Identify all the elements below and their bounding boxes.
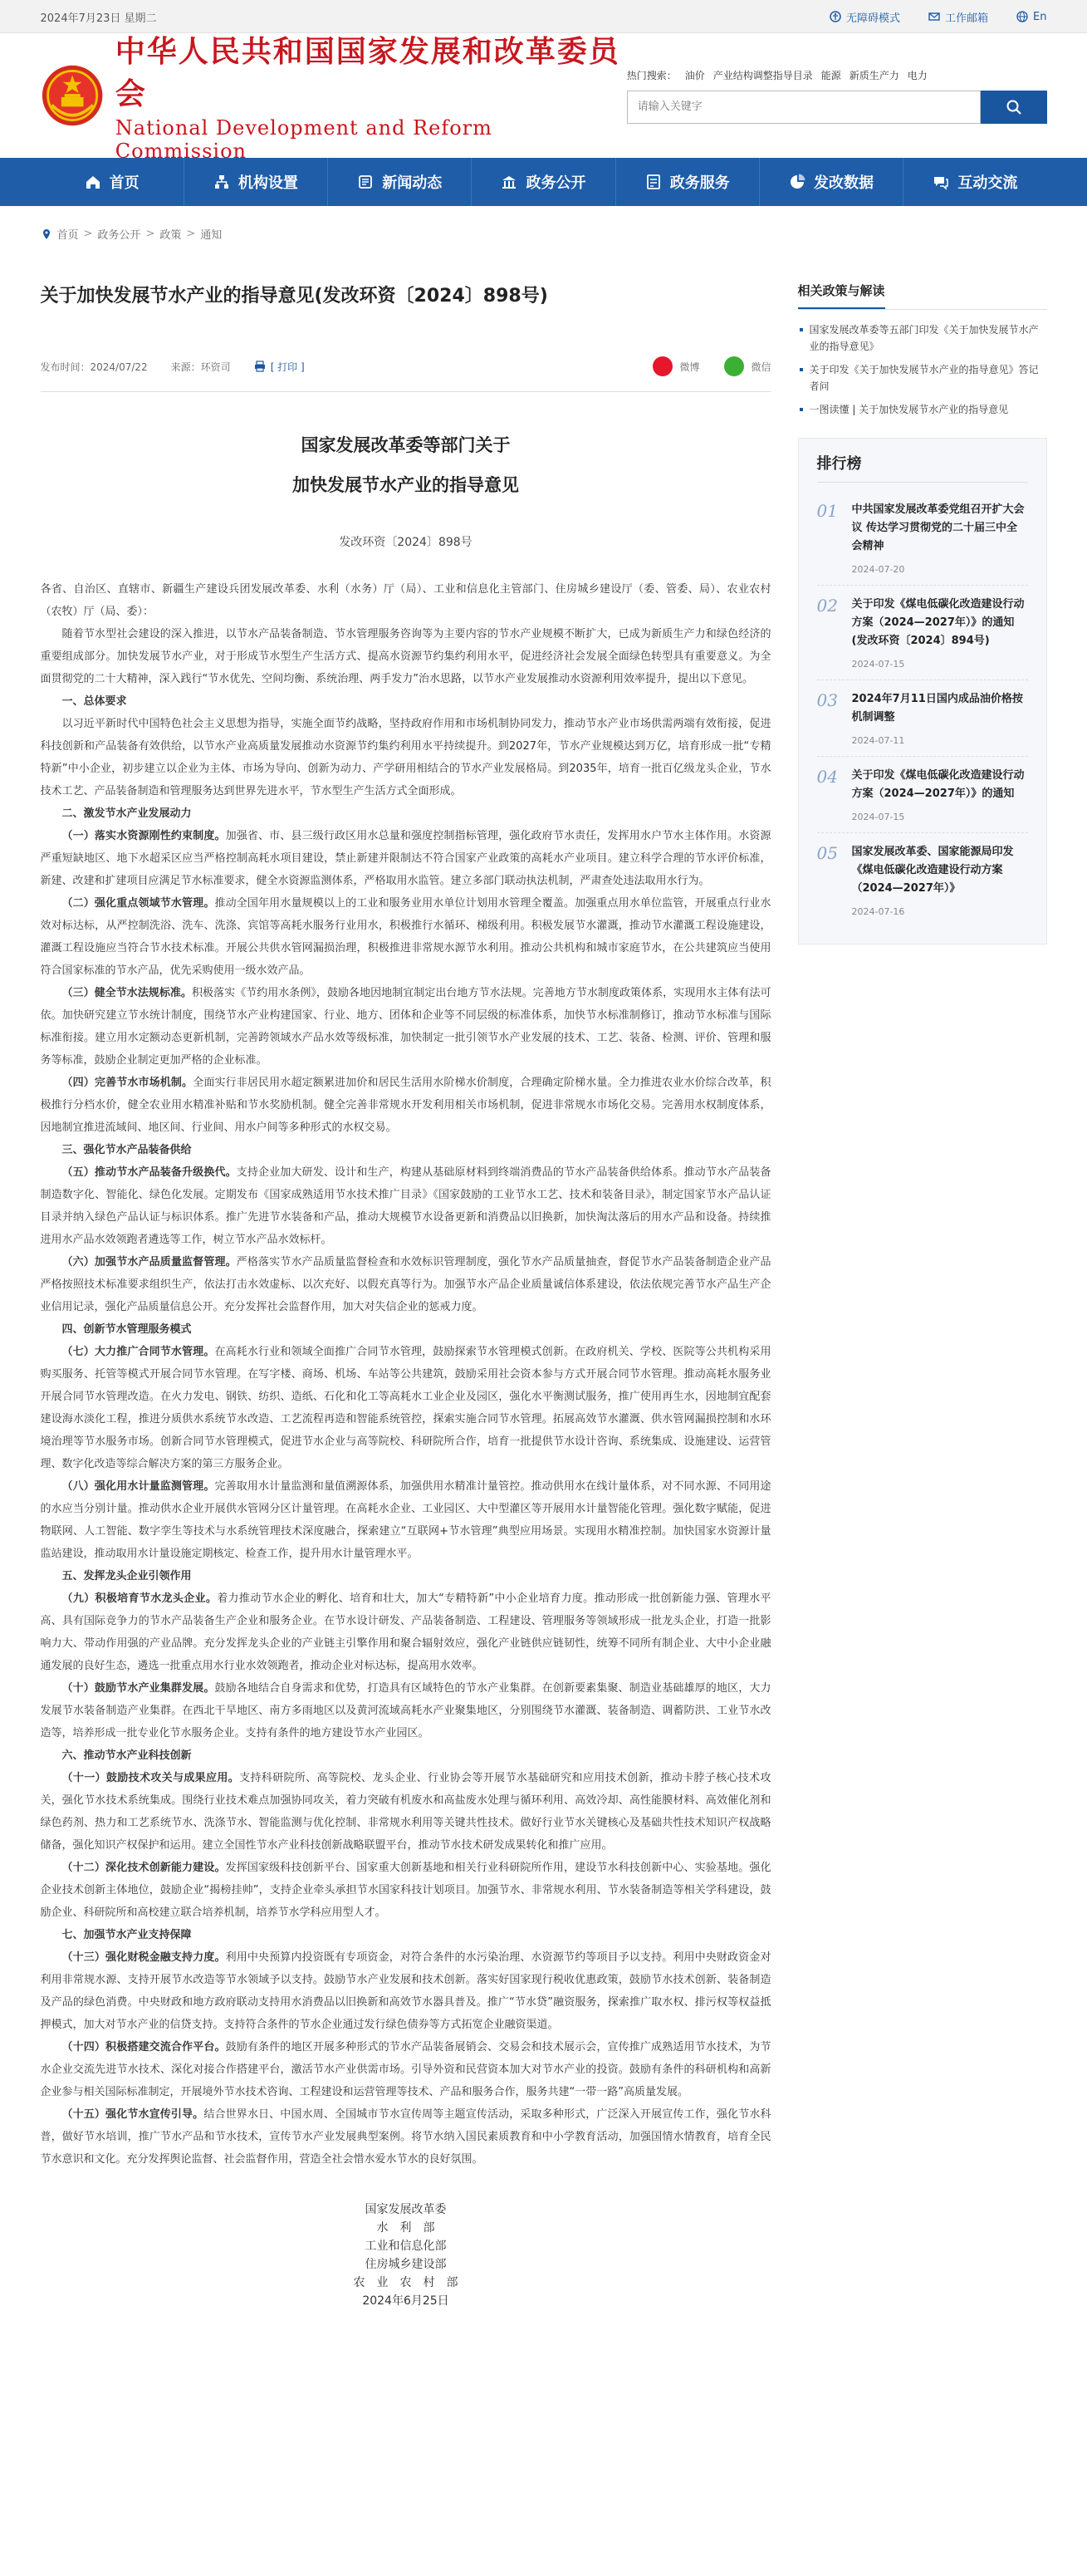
ranking-item[interactable] [817,833,1028,927]
section-heading: 四、创新节水管理服务模式 [61,1323,192,1336]
article-title: 关于加快发展节水产业的指导意见(发改环资〔2024〕898号) [40,286,548,307]
search-button[interactable] [981,91,1047,124]
section-heading: 六、推动节水产业科技创新 [61,1749,192,1762]
search-area [627,68,1047,124]
body-paragraph [41,1587,771,1677]
share-bar [653,356,771,376]
related-item[interactable]: 一图读懂 | 关于加快发展节水产业的指导意见 [798,401,1047,418]
section-heading: 七、加强节水产业支持保障 [61,1929,192,1941]
ranking-item[interactable] [817,680,1028,757]
related-item[interactable]: 关于印发《关于加快发展节水产业的指导意见》答记者问 [798,361,1047,395]
salutation: 各省、自治区、直辖市、新疆生产建设兵团发展改革委、水利（水务）厅（局）、工业和信息化主管部门、住房城乡建设厅（委、管委、局）、农业农村（农牧）厅（局、委）： [40,583,771,618]
paragraph-lead: （四）完善节水市场机制。 [61,1077,193,1089]
nav-services[interactable]: 政务服务 [616,158,760,206]
paragraph-text: 着力推动节水企业的孵化、培育和壮大，加大“专精特新”中小企业培育力度。推动形成一批创新能力强、管理水平高、具有国际竞争力的节水产品装备生产企业和服务企业。在节水设计研发、产品装备制造、工程建设、管理服务等领域形成一批龙头企业，打造一批影响力大、带动作用强的产业品牌。充分发挥龙头企业的产业链主引擎作用和聚合辐射效应，强化产业链供应链韧性，统筹不同所有制企业、大中小企业融通发展的良好生态，遴选一批重点用水行业水效领跑者，推动企业对标达标，提高用水效率。 [40,1592,771,1672]
paragraph-text: 鼓励有条件的地区开展多种形式的节水产品装备展销会、交易会和技术展示会，宣传推广成熟适用节水技术，为节水企业交流先进节水技术、深化对接合作搭建平台，激活节水产业供需市场。引导外资和民营资本加大对节水产业的投资。鼓励有条件的科研机构和高新企业参与相关国际标准制定，开展境外节水技术咨询、工程建设和运营管理等技术、产品和服务合作，服务共建“一带一路”高质量发展。 [40,2041,771,2098]
body-paragraph [41,2103,771,2171]
breadcrumb-separator: > [145,228,155,240]
site-name-cn: 中华人民共和国国家发展和改革委员会 [115,34,620,111]
home-icon [85,174,101,190]
printer-icon [254,361,266,372]
rank-date: 2024-07-11 [851,735,905,746]
paragraph-lead: （十五）强化节水宣传引导。 [61,2108,204,2121]
document-heading-line: 国家发展改革委等部门关于 [301,435,511,455]
rank-number: 04 [816,767,838,787]
paragraph-lead: （七）大力推广合同节水管理。 [61,1346,215,1358]
paragraph-lead: （二）强化重点领域节水管理。 [61,897,215,910]
signature-block [41,2201,771,2310]
paragraph-text: 积极落实《节约用水条例》，鼓励各地因地制宜制定出台地方节水法规。完善地方节水制度政策体系，实现用水主体有法可依。加快研究建立节水统计制度，围绕节水产业构建国家、行业、地方、团体和企业等不同层级的标准体系，加快节水标准制修订，推动节水标准与国际标准衔接。建立用水定额动态更新机制，完善跨领域水产品水效等级标准，加快制定一批引领节水产业发展的技术、工艺、装备、检测、评价、管理和服务等标准，鼓励企业制定更加严格的企业标准。 [40,987,771,1067]
article-body [41,578,771,2171]
signatory: 住房城乡建设部 [365,2258,447,2271]
paragraph-lead: （一）落实水资源刚性约束制度。 [61,830,226,842]
paragraph-text: 推动全国年用水量规模以上的工业和服务业用水单位计划用水管理全覆盖。加强重点用水单位监管，开展重点行业水效对标达标，从严控制洗浴、洗车、洗涤、宾馆等高耗水服务行业用水，积极推行水循环、梯级利用。积极发展节水灌溉，推动节水灌溉工程设施建设，灌溉工程设施应当符合节水技术标准。开展公共供水管网漏损治理，积极推进非常规水源节水利用。推动公共机构和城市家庭节水，在公共建筑应当使用符合国家标准的节水产品，优先采购使用一级水效产品。 [40,897,771,977]
body-paragraph [41,1475,771,1565]
article-meta [41,356,771,392]
rank-number: 02 [816,596,838,616]
paragraph-text: 利用中央预算内投资既有专项资金，对符合条件的水污染治理、水资源节约等项目予以支持。利用中央财政资金对利用非常规水源、支持开展节水改造等节水领域予以支持。鼓励节水产业发展和技术创新。落实好国家现行税收优惠政策，鼓励节水技术创新、装备制造及产品的绿色消费。中央财政和地方政府联动支持用水消费品以旧换新和高效节水器具普及。推广“节水贷”融资服务，探索推广取水权、排污权等权益抵押模式，加大对节水产业的信贷支持。支持符合条件的节水企业通过发行绿色债券等方式拓宽企业融资渠道。 [40,1951,771,2031]
paragraph-text: 全面实行非居民用水超定额累进加价和居民生活用水阶梯水价制度，合理确定阶梯水量。全力推进农业水价综合改革，积极推行分档水价，健全农业用水精准补贴和节水奖励机制。健全完善非常规水开发利用相关市场机制，促进非常规水市场化交易。完善用水权制度体系，因地制宜推进流域间、地区间、行业间、用水户间等多种形式的水权交易。 [40,1077,771,1134]
content-area [41,282,1047,2310]
paragraph-text: 结合世界水日、中国水周、全国城市节水宣传周等主题宣传活动，采取多种形式，广泛深入开展宣传工作，强化节水科普，做好节水培训，推广节水产品和节水技术，宣传节水产业发展典型案例。将节水纳入国民素质教育和中小学教育活动，加强国情水情教育，培育全民节水意识和文化。充分发挥舆论监督、社会监督作用，营造全社会惜水爱水节水的良好氛围。 [40,2108,771,2166]
paragraph-lead: （八）强化用水计量监测管理。 [61,1480,215,1493]
body-paragraph [41,1857,771,1924]
paragraph-text: 以习近平新时代中国特色社会主义思想为指导，实施全面节约战略，坚持政府作用和市场机制协同发力，推动节水产业市场供需两端有效衔接，促进科技创新和产品装备有效供给，以节水产业高质量发展推动水资源节约集约利用水平持续提升。到2027年，节水产业规模达到万亿，培育形成一批“专精特新”中小企业，初步建立以企业为主体、市场为导向、创新为动力、产学研用相结合的节水产业发展格局。到2035年，培育一批百亿级龙头企业，节水技术工艺、产品装备制造和管理服务达到世界先进水平，节水型生产生活方式全面形成。 [40,718,771,797]
nav-interaction[interactable]: 互动交流 [903,158,1046,206]
rank-date: 2024-07-16 [851,906,905,917]
paragraph-lead: （十二）深化技术创新能力建设。 [61,1862,226,1874]
share-weibo[interactable]: 微博 [653,356,699,376]
related-title: 相关政策与解读 [798,282,885,309]
paragraph-text: 严格落实节水产品质量监督检查和水效标识管理制度，强化节水产品质量抽查，督促节水产品装备制造企业产品严格按照技术标准要求组织生产，依法打击水效虚标、以次充好、以假充真等行为。加强节水产品企业质量诚信体系建设，依法依规完善节水产品生产企业信用记录，强化产品质量信息公开。充分发挥社会监督作用，加大对失信企业的惩戒力度。 [40,1256,771,1313]
paragraph-text: 随着节水型社会建设的深入推进，以节水产品装备制造、节水管理服务咨询等为主要内容的节水产业规模不断扩大，已成为新质生产力和绿色经济的重要组成部分。加快发展节水产业，对于形成节水型生产生活方式、提高水资源节约集约利用水平，促进经济社会发展全面绿色转型具有重要意义。为全面贯彻党的二十大精神，深入践行“节水优先、空间均衡、系统治理、两手发力”治水思路，以节水产业发展推动水资源利用效率提升，提出以下意见。 [40,628,771,685]
paragraph-lead: （十）鼓励节水产业集群发展。 [61,1682,215,1695]
nav-news[interactable]: 新闻动态 [328,158,472,206]
article [41,282,771,2310]
search-icon [1006,99,1022,115]
signatory: 水 利 部 [376,2221,435,2235]
ranking-item[interactable] [817,757,1028,833]
signatory: 工业和信息化部 [365,2240,447,2253]
paragraph-text: 支持企业加大研发、设计和生产，构建从基础原材料到终端消费品的节水产品装备供给体系。推动节水产品装备制造数字化、智能化、绿色化发展。定期发布《国家成熟适用节水技术推广目录》《国家鼓励的工业节水工艺、技术和装备目录》，制定国家节水产品认证目录并纳入绿色产品认证与标识体系。推广先进节水装备和产品，推动大规模节水设备更新和消费品以旧换新，加快淘汰落后的用水产品和设备。持续推进用水产品水效领跑者遴选等工作，树立节水产品水效标杆。 [40,1166,771,1246]
search-box [627,91,1047,124]
hot-search-label: 热门搜索： [626,69,677,81]
body-paragraph [41,1072,771,1139]
site-name-en: National Development and Reform Commission [115,116,492,163]
breadcrumb-separator: > [83,228,93,240]
breadcrumb-home[interactable]: 首页 [56,229,79,242]
rank-date: 2024-07-20 [851,564,905,575]
paragraph-lead: （九）积极培育节水龙头企业。 [61,1592,218,1605]
paragraph-text: 发挥国家级科技创新平台、国家重大创新基地和相关行业科研院所作用，建设节水科技创新中心、实验基地。强化企业技术创新主体地位，鼓励企业“揭榜挂帅”，支持企业牵头承担节水国家科技计划项目。加强节水、非常规水利用、节水装备制造等相关学科建设，鼓励企业、科研院所和高校建立联合培养机制，培养节水学科应用型人才。 [40,1862,771,1919]
breadcrumb-policy[interactable]: 政策 [159,229,182,242]
rank-date: 2024-07-15 [851,659,905,670]
breadcrumb [41,206,1047,242]
signatory: 农 业 农 村 部 [353,2276,458,2289]
mail-icon [928,11,940,22]
body-paragraph [41,825,771,892]
body-paragraph [41,1161,771,1251]
paragraph-lead: （六）加强节水产品质量监督管理。 [61,1256,237,1268]
hot-word[interactable]: 新质生产力 [849,69,899,81]
paragraph-text: 完善取用水计量监测和量值溯源体系，加强供用水精准计量管控。推动供用水在线计量体系，对不同水源、不同用途的水应当分别计量。推动供水企业开展供水管网分区计量管理。在高耗水企业、工业园区、大中型灌区等开展用水计量智能化管理。强化数字赋能，促进物联网、人工智能、数字孪生等技术与水系统管理技术深度融合，探索建立“互联网+节水管理”典型应用场景。实现用水精准控制。加快国家水资源计量监站建设，推动取用水计量设施定期核定、检查工作，提升用水计量管理水平。 [40,1480,771,1560]
section-heading: 二、激发节水产业发展动力 [61,807,192,820]
ranking-title: 排行榜 [817,452,1028,483]
section-heading: 三、强化节水产品装备供给 [61,1144,192,1156]
rank-title: 国家发展改革委、国家能源局印发《煤电低碳化改造建设行动方案（2024—2027年）》 [851,846,1014,895]
section-heading: 一、总体要求 [61,695,127,708]
paragraph-text: 在高耗水行业和领域全面推广合同节水管理，鼓励探索节水管理模式创新。在政府机关、学校、医院等公共机构采用购买服务、托管等模式开展合同节水管理。在写字楼、商场、机场、车站等公共建筑，鼓励采用社会资本参与方式开展合同节水管理。推动高耗水服务业开展合同节水管理改造。在火力发电、钢铁、纺织、造纸、石化和化工等高耗水工业企业及园区，强化水平衡测试服务，推广使用再生水，因地制宜配套建设海水淡化工程，推进分质供水系统节水改造、工艺流程再造和智能系统管控，探索实施合同节水管理。拓展高效节水灌溉、供水管网漏损控制和水环境治理等节水服务市场。创新合同节水管理模式，促进节水企业与高等院校、科研院所合作，培育一批提供节水设计咨询、系统集成、设施建设、运营管理、数字化改造等综合解决方案的第三方服务企业。 [40,1346,771,1470]
section-heading: 五、发挥龙头企业引领作用 [61,1570,192,1582]
sign-date: 2024年6月25日 [362,2294,449,2308]
current-date: 2024年7月23日 星期二 [40,12,157,25]
body-paragraph [41,982,771,1072]
top-links [830,9,1046,25]
body-paragraph [41,713,771,802]
body-paragraph [41,1341,771,1475]
news-icon [357,174,374,190]
breadcrumb-government[interactable]: 政务公开 [97,229,141,242]
ranking-item[interactable] [817,586,1028,680]
rank-date: 2024-07-15 [851,812,905,822]
services-icon [645,174,662,190]
main-nav [0,158,1087,206]
body-paragraph [41,1946,771,2036]
rank-title: 2024年7月11日国内成品油价格按机制调整 [851,693,1023,724]
chat-icon [933,174,949,190]
rank-number: 05 [816,843,838,863]
share-wechat[interactable]: 微信 [724,356,771,376]
paragraph-text: 加强省、市、县三级行政区用水总量和强度控制指标管理，强化政府节水责任，发挥用水户节水主体作用。水资源严重短缺地区、地下水超采区应当严格控制高耗水项目建设，禁止新建并限制达不符合国家产业政策的高耗水产业项目。建立科学合理的节水评价标准，新建、改建和扩建项目应满足节水标准要求，健全水资源监测体系，严格取用水监管。建立多部门联动执法机制，严肃查处违法取用水行为。 [40,830,771,887]
accessibility-link[interactable]: 无障碍模式 [830,9,900,25]
location-icon [41,228,52,240]
related-section [798,282,1047,310]
related-list [798,321,1047,418]
hot-word[interactable]: 能源 [820,69,841,81]
signatory: 国家发展改革委 [365,2203,447,2216]
paragraph-lead: （五）推动节水产品装备升级换代。 [61,1166,237,1179]
ranking-panel [798,438,1047,945]
site-logo[interactable] [41,28,627,163]
hot-word[interactable]: 产业结构调整指导目录 [712,69,813,81]
hot-search [627,68,1047,82]
paragraph-lead: （十一）鼓励技术攻关与成果应用。 [61,1772,240,1784]
document-heading-line: 加快发展节水产业的指导意见 [292,475,519,495]
sidebar [798,282,1047,2310]
data-icon [789,174,805,190]
organization-icon [213,174,230,190]
english-link[interactable]: En [1016,9,1046,25]
hot-word[interactable]: 电力 [907,69,928,81]
body-paragraph [41,892,771,982]
search-input[interactable] [627,91,981,124]
nav-home[interactable]: 首页 [41,158,184,206]
document-heading [41,425,771,505]
site-header [0,33,1087,163]
rank-title: 关于印发《煤电低碳化改造建设行动方案（2024—2027年）》的通知(发改环资〔2024〕894号) [851,598,1025,647]
body-paragraph [41,1677,771,1744]
paragraph-text: 支持科研院所、高等院校、龙头企业、行业协会等开展节水基础研究和应用技术创新，推动卡脖子核心技术攻关，强化节水技术系统集成。围绕行业技术难点加强协同攻关，着力突破有机废水和高盐废水处理与循环利用、高效冷却、高性能膜材料、高效催化剂和绿色药剂、热力和工艺系统节水、洗涤节水、智能监测与优化控制、非常规水利用等关键共性技术。做好行业节水关键核心及基础共性技术知识产权战略储备，强化知识产权保护和运用。建立全国性节水产业科技创新战略联盟平台，推动节水技术研发成果转化和推广应用。 [40,1772,771,1852]
nav-government-affairs[interactable]: 政务公开 [472,158,615,206]
publish-time: 发布时间：2024/07/22 [40,361,148,373]
government-icon [501,174,517,190]
accessibility-icon [830,11,841,22]
related-item[interactable]: 国家发展改革委等五部门印发《关于加快发展节水产业的指导意见》 [798,321,1047,355]
globe-icon [1016,11,1028,22]
paragraph-lead: （十四）积极搭建交流合作平台。 [61,2041,226,2053]
body-paragraph [41,1767,771,1857]
weibo-icon [653,356,673,376]
rank-number: 01 [816,501,838,521]
ranking-item[interactable] [817,491,1028,586]
page-bottom-spacer [0,2310,1087,2360]
breadcrumb-separator: > [186,228,196,240]
paragraph-lead: （十三）强化财税金融支持力度。 [61,1951,226,1964]
rank-title: 关于印发《煤电低碳化改造建设行动方案（2024—2027年）》的通知 [851,769,1025,800]
hot-word[interactable]: 油价 [684,69,705,81]
rank-title: 中共国家发展改革委党组召开扩大会议 传达学习贯彻党的二十届三中全会精神 [851,503,1025,552]
paragraph-text: 鼓励各地结合自身需求和优势，打造具有区域特色的节水产业集群。在创新要素集聚、制造业基础雄厚的地区，大力发展节水装备制造产业集群。在西北干旱地区、南方多雨地区以及黄河流域高耗水产业聚集地区，分别围绕节水灌溉、装备制造、调蓄防洪、工业节水改造等，培养形成一批专业化节水服务企业。支持有条件的地方建设节水产业园区。 [40,1682,771,1739]
breadcrumb-notice[interactable]: 通知 [200,229,223,242]
body-paragraph [41,2036,771,2103]
paragraph-lead: （三）健全节水法规标准。 [61,987,192,999]
body-paragraph [41,1251,771,1318]
national-emblem-icon [41,62,104,129]
work-mail-link[interactable]: 工作邮箱 [928,9,988,25]
nav-data[interactable]: 发改数据 [760,158,903,206]
wechat-icon [724,356,744,376]
document-number: 发改环资〔2024〕898号 [339,536,473,549]
article-source: 来源：环资司 [170,361,231,373]
rank-number: 03 [816,690,838,710]
body-paragraph [41,623,771,690]
print-button[interactable]: [ 打印 ] [254,360,305,374]
nav-organization[interactable]: 机构设置 [184,158,328,206]
